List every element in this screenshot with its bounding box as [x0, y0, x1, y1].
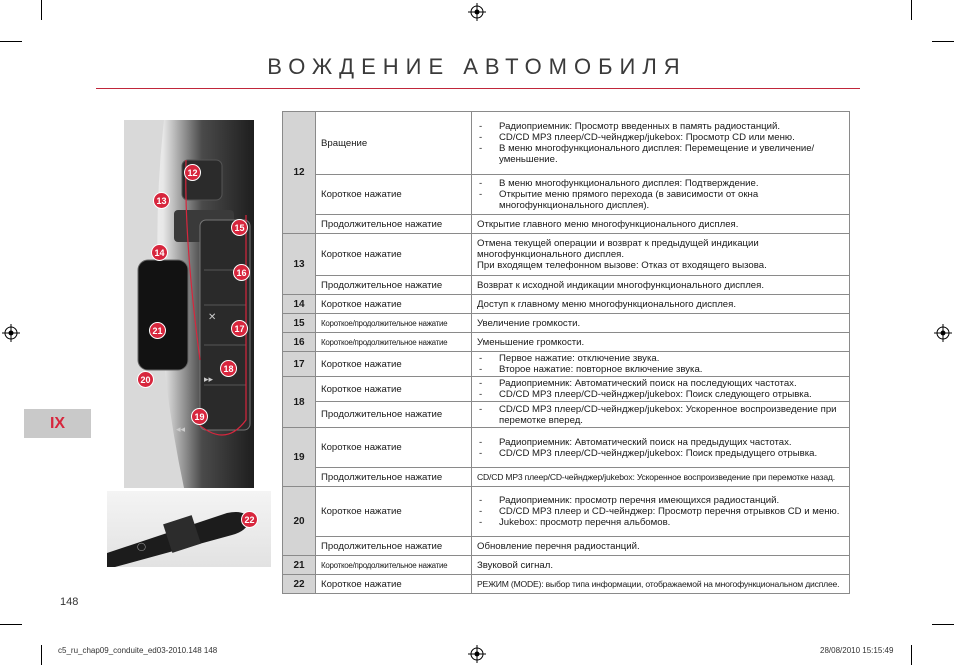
action-cell: Короткое/продолжительное нажатие	[316, 333, 472, 352]
action-cell: Короткое нажатие	[316, 575, 472, 594]
crop-mark	[41, 645, 42, 665]
description-cell	[472, 175, 850, 215]
action-cell: Короткое/продолжительное нажатие	[316, 556, 472, 575]
description-text: Отмена текущей операции и возврат к предыдущей индикации многофункционального дисплея.	[477, 238, 759, 260]
svg-text:▸▸: ▸▸	[204, 375, 214, 385]
callout-22: 22	[241, 511, 258, 528]
list-item: - Первое нажатие: отключение звука.	[477, 353, 844, 364]
action-cell: Продолжительное нажатие	[316, 468, 472, 487]
crop-mark	[0, 624, 22, 625]
callout-21: 21	[149, 322, 166, 339]
row-number: 19	[283, 428, 316, 487]
table-row	[283, 175, 850, 215]
action-cell: Короткое/продолжительное нажатие	[316, 314, 472, 333]
description-cell: Обновление перечня радиостанций.	[472, 537, 850, 556]
description-text: При входящем телефонном вызове: Отказ от входящего вызова.	[477, 260, 767, 271]
crop-mark	[911, 645, 912, 665]
callout-20: 20	[137, 371, 154, 388]
crop-mark	[41, 0, 42, 20]
table-row	[283, 314, 850, 333]
action-cell: Вращение	[316, 112, 472, 175]
table-row	[283, 112, 850, 175]
crop-mark	[0, 41, 22, 42]
controls-table	[282, 111, 850, 594]
action-cell: Продолжительное нажатие	[316, 276, 472, 295]
row-number: 16	[283, 333, 316, 352]
row-number: 13	[283, 234, 316, 295]
list-item: - Радиоприемник: Автоматический поиск на последующих частотах.	[477, 378, 844, 389]
description-cell	[472, 487, 850, 537]
action-cell: Короткое нажатие	[316, 377, 472, 402]
description-cell: Открытие главного меню многофункционального дисплея.	[472, 215, 850, 234]
row-number: 22	[283, 575, 316, 594]
chapter-tab: IX	[24, 409, 91, 438]
table-row	[283, 428, 850, 468]
table-row	[283, 537, 850, 556]
table-row	[283, 377, 850, 402]
description-cell: РЕЖИМ (MODE): выбор типа информации, отображаемой на многофункциональном дисплее.	[472, 575, 850, 594]
list-item: - Радиоприемник: просмотр перечня имеющихся радиостанций.	[477, 495, 844, 506]
action-cell: Продолжительное нажатие	[316, 537, 472, 556]
list-item: - В меню многофункционального дисплея: Перемещение и увеличение/уменьшение.	[477, 143, 844, 165]
description-cell	[472, 428, 850, 468]
callout-14: 14	[151, 244, 168, 261]
list-item: - Радиоприемник: Автоматический поиск на предыдущих частотах.	[477, 437, 844, 448]
description-cell: Уменьшение громкости.	[472, 333, 850, 352]
action-cell: Короткое нажатие	[316, 352, 472, 377]
table-row	[283, 468, 850, 487]
svg-text:◂◂: ◂◂	[176, 425, 186, 435]
row-number: 20	[283, 487, 316, 556]
list-item: - В меню многофункционального дисплея: Подтверждение.	[477, 178, 844, 189]
list-item: - CD/CD MP3 плеер/CD-чейнджер/jukebox: Просмотр CD или меню.	[477, 132, 844, 143]
list-item: - Jukebox: просмотр перечня альбомов.	[477, 517, 844, 528]
description-cell: Возврат к исходной индикации многофункционального дисплея.	[472, 276, 850, 295]
description-cell	[472, 352, 850, 377]
list-item: - Открытие меню прямого перехода (в зависимости от окна многофункционального дисплея).	[477, 189, 844, 211]
page-number: 148	[60, 596, 79, 608]
table-row	[283, 402, 850, 428]
control-stalk-photo	[107, 491, 271, 567]
action-cell: Короткое нажатие	[316, 175, 472, 215]
row-number: 21	[283, 556, 316, 575]
list-item: - CD/CD MP3 плеер и CD-чейнджер: Просмотр перечня отрывков CD и меню.	[477, 506, 844, 517]
callout-19: 19	[191, 408, 208, 425]
crop-mark	[932, 624, 954, 625]
callout-17: 17	[231, 320, 248, 337]
footer-file-info: c5_ru_chap09_conduite_ed03-2010.148 148	[58, 646, 218, 655]
registration-mark-icon	[934, 324, 952, 342]
table-row	[283, 556, 850, 575]
table-row	[283, 352, 850, 377]
action-cell: Продолжительное нажатие	[316, 215, 472, 234]
action-cell: Продолжительное нажатие	[316, 402, 472, 428]
description-cell: Увеличение громкости.	[472, 314, 850, 333]
callout-13: 13	[153, 192, 170, 209]
callout-12: 12	[184, 164, 201, 181]
callout-16: 16	[233, 264, 250, 281]
svg-text:◯: ◯	[137, 542, 146, 551]
table-row	[283, 215, 850, 234]
svg-text:✕: ✕	[208, 312, 217, 323]
description-cell: Звуковой сигнал.	[472, 556, 850, 575]
description-cell: Доступ к главному меню многофункционального дисплея.	[472, 295, 850, 314]
crop-mark	[932, 41, 954, 42]
registration-mark-icon	[468, 3, 486, 21]
row-number: 12	[283, 112, 316, 234]
description-cell	[472, 402, 850, 428]
row-number: 14	[283, 295, 316, 314]
steering-wheel-controls-photo	[124, 120, 254, 488]
row-number: 15	[283, 314, 316, 333]
title-divider	[96, 88, 860, 89]
description-cell	[472, 112, 850, 175]
description-cell	[472, 377, 850, 402]
list-item: - Второе нажатие: повторное включение звука.	[477, 364, 844, 375]
list-item: - CD/CD MP3 плеер/CD-чейнджер/jukebox: Поиск предыдущего отрывка.	[477, 448, 844, 459]
callout-15: 15	[231, 219, 248, 236]
description-cell: CD/CD MP3 плеер/CD-чейнджер/jukebox: Ускоренное воспроизведение при перемотке назад.	[472, 468, 850, 487]
table-row	[283, 276, 850, 295]
row-number: 17	[283, 352, 316, 377]
list-item: - CD/CD MP3 плеер/CD-чейнджер/jukebox: Поиск следующего отрывка.	[477, 389, 844, 400]
table-row	[283, 295, 850, 314]
list-item: - CD/CD MP3 плеер/CD-чейнджер/jukebox: Ускоренное воспроизведение при перемотке вперед.	[477, 404, 844, 426]
action-cell: Короткое нажатие	[316, 487, 472, 537]
description-cell	[472, 234, 850, 276]
list-item: - Радиоприемник: Просмотр введенных в память радиостанций.	[477, 121, 844, 132]
action-cell: Короткое нажатие	[316, 234, 472, 276]
action-cell: Короткое нажатие	[316, 428, 472, 468]
footer-timestamp: 28/08/2010 15:15:49	[820, 646, 894, 655]
table-row	[283, 487, 850, 537]
registration-mark-icon	[2, 324, 20, 342]
callout-18: 18	[220, 360, 237, 377]
action-cell: Короткое нажатие	[316, 295, 472, 314]
table-row	[283, 333, 850, 352]
table-row	[283, 575, 850, 594]
table-row	[283, 234, 850, 276]
row-number: 18	[283, 377, 316, 428]
registration-mark-icon	[468, 645, 486, 663]
crop-mark	[911, 0, 912, 20]
page-title: ВОЖДЕНИЕ АВТОМОБИЛЯ	[267, 54, 687, 79]
control-stalk-illustration	[107, 491, 271, 567]
